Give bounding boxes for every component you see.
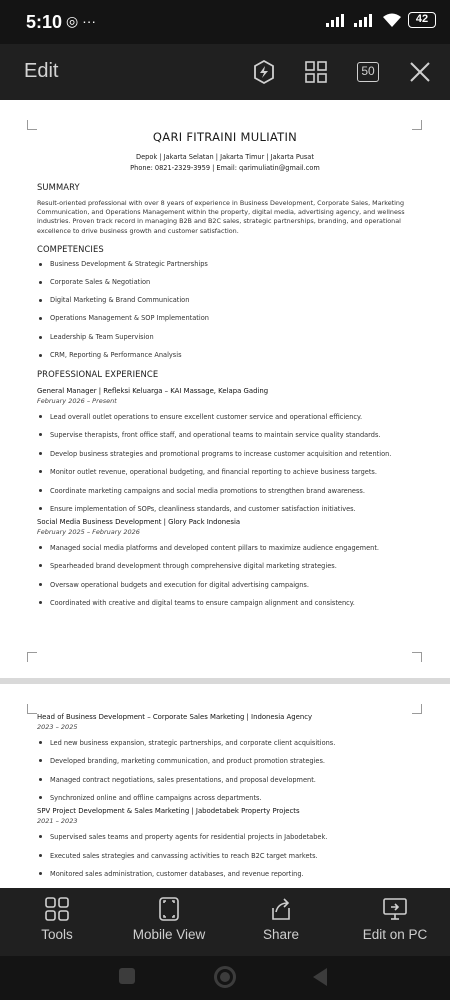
back-icon[interactable] [313,968,327,986]
edit-button[interactable]: Edit [24,60,59,82]
mobile-view-icon [156,896,182,922]
signal-icon [326,13,348,27]
list-item: Executed sales strategies and canvassing activities to reach B2C target markets. [37,851,413,861]
recent-apps-icon[interactable] [119,968,135,984]
monitor-icon [382,896,408,922]
signal-2-icon [354,13,376,27]
list-item: Developed branding, marketing communication, and product promotion strategies. [37,756,413,766]
crop-mark [27,120,37,130]
mobile-view-button[interactable] [126,896,212,942]
notification-icons: ◎ ··· [66,13,97,29]
page-count: 50 [357,62,379,82]
crop-mark [27,704,37,714]
resume-page-2-content [37,713,413,887]
list-item: Ensure implementation of SOPs, cleanliness standards, and customer satisfaction initiatives. [37,504,413,514]
candidate-contact: Phone: 0821-2329-3959 | Email: qarimuliatin@gmail.com [130,164,320,172]
list-item: CRM, Reporting & Performance Analysis [37,351,413,369]
tools-icon [44,896,70,922]
competencies-list [37,260,413,369]
job-title: General Manager | Refleksi Keluarga – KAI Massage, Kelapa Gading [37,386,269,395]
list-item: Led new business expansion, strategic partnerships, and corporate client acquisitions. [37,738,413,748]
list-item: Coordinated with creative and digital teams to ensure campaign alignment and consistency. [37,598,413,608]
job-title: SPV Project Development & Sales Marketing | Jabodetabek Property Projects [37,807,300,816]
list-item: Monitor outlet revenue, operational budgeting, and financial reporting to achieve business targets. [37,467,413,477]
document-page-1 [0,100,450,678]
list-item: Business Development & Strategic Partnerships [37,260,413,278]
competencies-heading: COMPETENCIES [37,243,104,254]
list-item: Managed social media platforms and developed content pillars to maximize audience engagement. [37,543,413,553]
job-bullets [37,543,413,608]
candidate-locations: Depok | Jakarta Selatan | Jakarta Timur | Jakarta Pusat [136,153,314,161]
mobile-view-label: Mobile View [132,927,206,942]
grid-icon[interactable] [301,57,331,87]
job-date: 2023 – 2025 [37,723,78,731]
edit-on-pc-label: Edit on PC [362,927,428,942]
document-page-2 [0,684,450,888]
summary-text: Result-oriented professional with over 8 years of experience in Business Development, Corporate Sales, Marketing Communication, and Operations Management within the property, digital media, advertising agency, and wellness industries. Proven track record in managing B2B and B2C sales, strategic partnerships, branding, and operational excellence to drive business growth and customer satisfaction. [37,199,405,235]
bottom-action-bar [0,888,450,956]
top-toolbar [0,44,450,100]
job-bullets [37,412,413,514]
wifi-icon [382,12,402,28]
list-item: Supervise therapists, front office staff, and operational teams to maintain service quality standards. [37,430,413,440]
candidate-name: QARI FITRAINI MULIATIN [152,130,298,144]
share-button[interactable] [258,896,304,942]
crop-mark [412,652,422,662]
crop-mark [27,652,37,662]
status-bar [0,0,450,44]
share-label: Share [262,927,300,942]
job-title: Head of Business Development – Corporate Sales Marketing | Indonesia Agency [37,713,313,721]
tools-button[interactable] [36,896,78,942]
close-icon[interactable] [405,57,435,87]
job-date: February 2025 – February 2026 [37,527,140,536]
job-date: 2021 – 2023 [37,817,78,826]
battery-indicator: 42 [408,12,436,28]
job-date: February 2026 – Present [37,396,117,405]
summary-heading: SUMMARY [37,182,80,192]
home-icon[interactable] [214,966,236,988]
list-item: Digital Marketing & Brand Communication [37,296,413,314]
list-item: Supervised sales teams and property agents for residential projects in Jabodetabek. [37,832,413,842]
list-item: Develop business strategies and promotional programs to increase customer acquisition and retention. [37,449,413,459]
list-item: Monitored sales administration, customer databases, and revenue reporting. [37,869,413,879]
experience-heading: PROFESSIONAL EXPERIENCE [37,368,159,379]
crop-mark [412,704,422,714]
list-item: Synchronized online and offline campaigns across departments. [37,793,413,803]
share-icon [268,896,294,922]
list-item: Coordinate marketing campaigns and social media promotions to strengthen brand awareness. [37,486,413,496]
resume-page-1-content [37,130,413,616]
system-nav-bar [0,956,450,1000]
list-item: Oversaw operational budgets and execution for digital advertising campaigns. [37,580,413,590]
edit-on-pc-button[interactable] [360,896,430,942]
crop-mark [412,120,422,130]
list-item: Lead overall outlet operations to ensure excellent customer service and operational efficiency. [37,412,413,422]
status-time: 5:10 [26,12,63,32]
list-item: Spearheaded brand development through comprehensive digital marketing strategies. [37,561,413,571]
page-count-icon[interactable] [353,57,383,87]
job-bullets [37,738,413,803]
list-item: Leadership & Team Supervision [37,333,413,351]
job-bullets [37,832,413,879]
list-item: Corporate Sales & Negotiation [37,278,413,296]
lightning-icon[interactable] [249,57,279,87]
job-title: Social Media Business Development | Glory Pack Indonesia [37,517,241,526]
list-item: Managed contract negotiations, sales presentations, and proposal development. [37,775,413,785]
tools-label: Tools [41,927,73,942]
status-right-group [326,12,436,28]
document-viewer[interactable] [0,100,450,888]
list-item: Operations Management & SOP Implementation [37,314,413,332]
